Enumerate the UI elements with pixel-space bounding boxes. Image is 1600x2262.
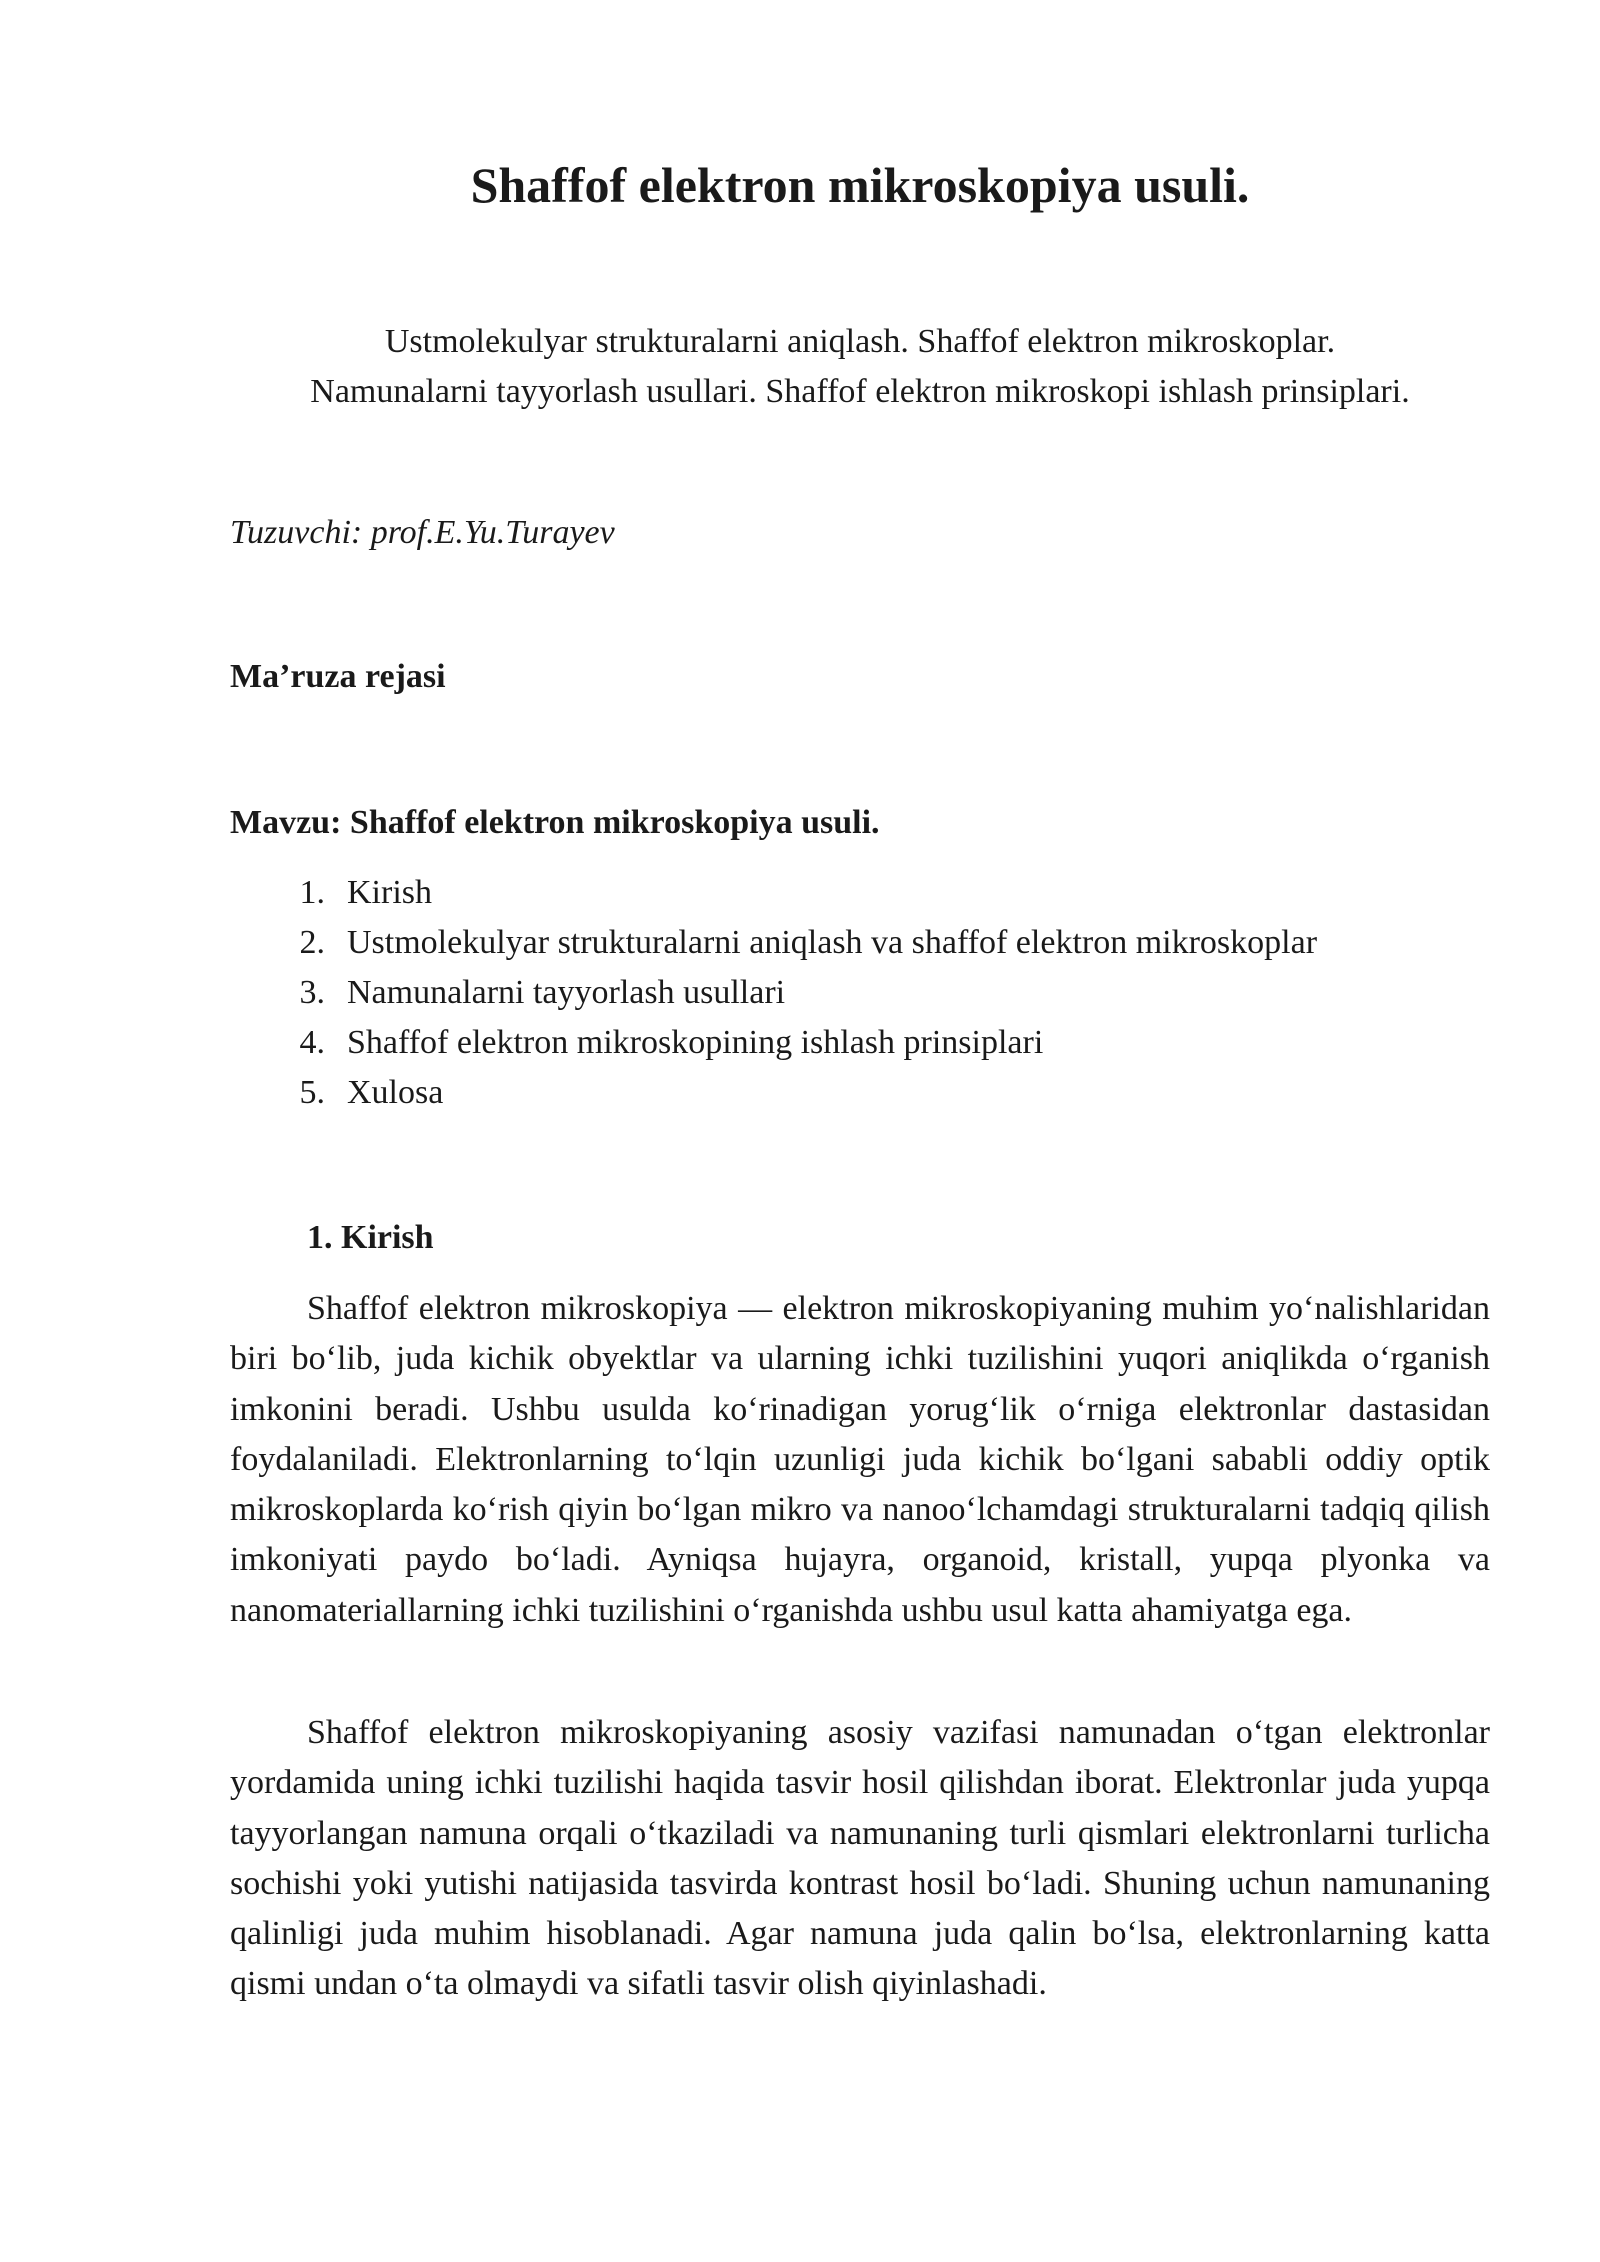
subtitle-line: Namunalarni tayyorlash usullari. Shaffof elektron mikroskopi ishlash prinsiplari. bbox=[310, 373, 1410, 410]
plan-item-number: 3. bbox=[299, 974, 325, 1011]
plan-item-number: 2. bbox=[299, 924, 325, 961]
plan-item-text: Xulosa bbox=[347, 1074, 444, 1111]
document-subtitle bbox=[230, 317, 1490, 417]
plan-item-number: 4. bbox=[299, 1024, 325, 1061]
subtitle-line: Ustmolekulyar strukturalarni aniqlash. Shaffof elektron mikroskoplar. bbox=[384, 323, 1336, 360]
plan-list-item bbox=[275, 868, 1317, 918]
plan-list-item bbox=[275, 1018, 1317, 1068]
plan-list-item bbox=[275, 1068, 1317, 1118]
plan-item-text: Kirish bbox=[347, 874, 432, 911]
plan-list-item bbox=[275, 968, 1317, 1018]
author-line: Tuzuvchi: prof.E.Yu.Turayev bbox=[230, 514, 615, 551]
plan-list-item bbox=[275, 918, 1317, 968]
topic-heading: Mavzu: Shaffof elektron mikroskopiya usuli. bbox=[230, 804, 880, 841]
plan-list bbox=[275, 868, 1317, 1118]
plan-item-number: 5. bbox=[299, 1074, 325, 1111]
plan-item-text: Ustmolekulyar strukturalarni aniqlash va shaffof elektron mikroskoplar bbox=[347, 924, 1318, 961]
lecture-plan-heading: Ma’ruza rejasi bbox=[230, 658, 446, 695]
body-paragraph: Shaffof elektron mikroskopiyaning asosiy vazifasi namunadan o‘tgan elektronlar yordamida uning ichki tuzilishi haqida tasvir hosil qilishdan iborat. Elektronlar juda yupqa tayyorlangan namuna orqali o‘tkaziladi va namunaning turli qismlari elektronlarni turlicha sochishi yoki yutishi natijasida tasvirda kontrast hosil bo‘ladi. Shuning uchun namunaning qalinligi juda muhim hisoblanadi. Agar namuna juda qalin bo‘lsa, elektronlarning katta qismi undan o‘ta olmaydi va sifatli tasvir olish qiyinlashadi. bbox=[230, 1714, 1490, 2003]
plan-item-text: Namunalarni tayyorlash usullari bbox=[347, 974, 786, 1011]
document-title: Shaffof elektron mikroskopiya usuli. bbox=[470, 157, 1250, 213]
section-heading: 1. Kirish bbox=[307, 1219, 434, 1256]
plan-item-text: Shaffof elektron mikroskopining ishlash prinsiplari bbox=[347, 1024, 1044, 1061]
body-paragraph: Shaffof elektron mikroskopiya — elektron mikroskopiyaning muhim yo‘nalishlaridan biri bo‘lib, juda kichik obyektlar va ularning ichki tuzilishini yuqori aniqlikda o‘rganish imkonini beradi. Ushbu usulda ko‘rinadigan yorug‘lik o‘rniga elektronlar dastasidan foydalaniladi. Elektronlarning to‘lqin uzunligi juda kichik bo‘lgani sababli oddiy optik mikroskoplarda ko‘rish qiyin bo‘lgan mikro va nanoo‘lchamdagi strukturalarni tadqiq qilish imkoniyati paydo bo‘ladi. Ayniqsa hujayra, organoid, kristall, yupqa plyonka va nanomateriallarning ichki tuzilishini o‘rganishda ushbu usul katta ahamiyatga ega. bbox=[230, 1290, 1490, 1629]
plan-item-number: 1. bbox=[299, 874, 325, 911]
